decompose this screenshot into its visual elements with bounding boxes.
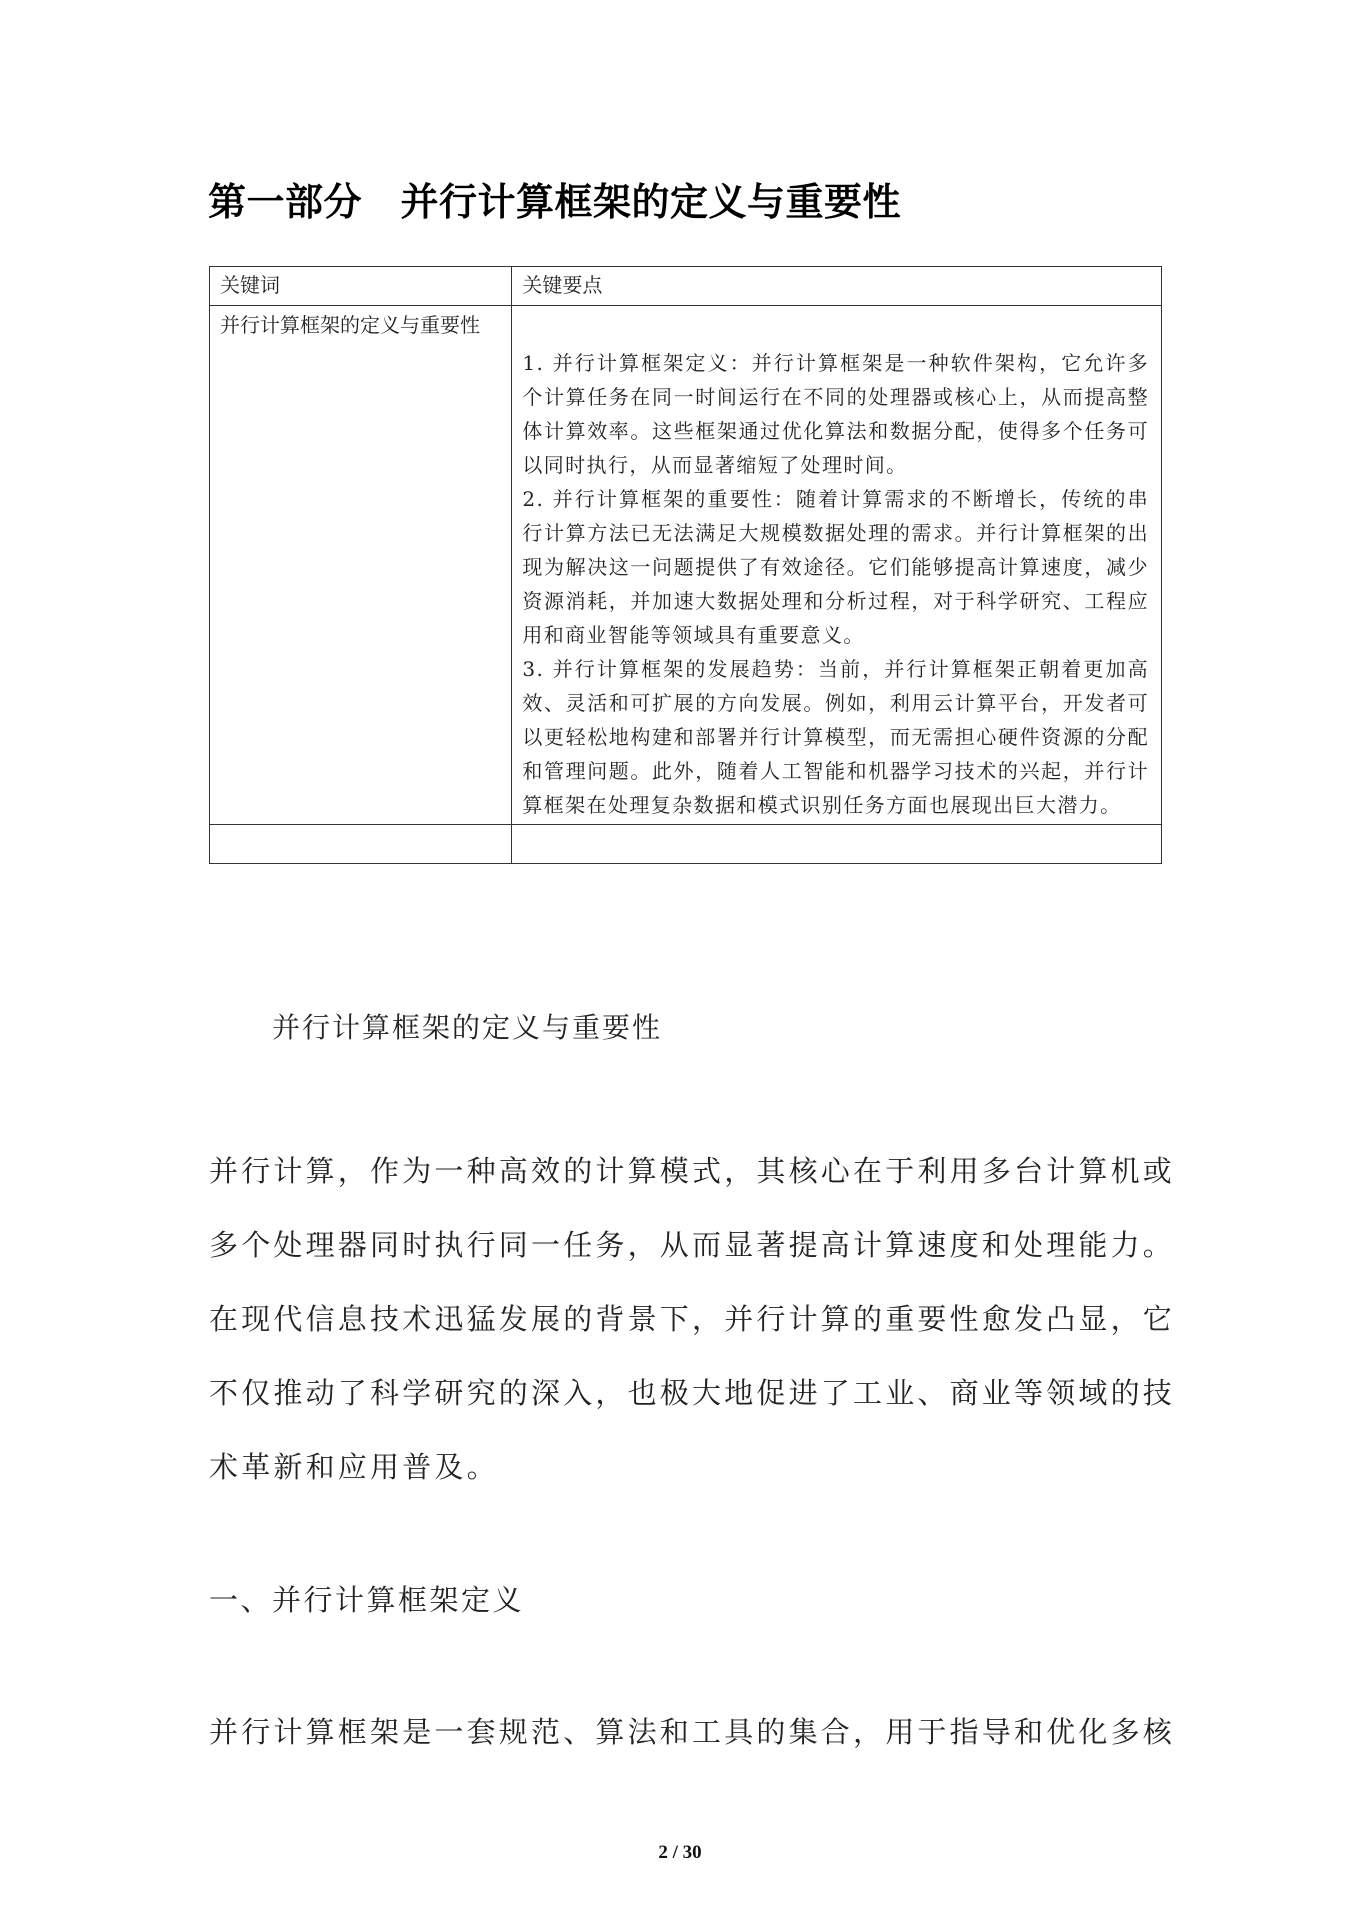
table-row: [210, 306, 1162, 825]
table-header-row: [210, 267, 1162, 306]
empty-cell: [210, 825, 512, 864]
key-points-table: [209, 266, 1162, 864]
page-number: 2 / 30: [658, 1842, 702, 1863]
table-empty-row: [210, 825, 1162, 864]
page-title: 第一部分 并行计算框架的定义与重要性: [208, 180, 902, 224]
header-keyword: 关键词: [210, 267, 512, 306]
point-item: 3. 并行计算框架的发展趋势：当前，并行计算框架正朝着更加高效、灵活和可扩展的方向发展。例如，利用云计算平台，开发者可以更轻松地构建和部署并行计算模型，而无需担心硬件资源的分配和管理问题。此外，随着人工智能和机器学习技术的兴起，并行计算框架在处理复杂数据和模式识别任务方面也展现出巨大潜力。: [522, 657, 1149, 817]
point-item: 1. 并行计算框架定义：并行计算框架是一种软件架构，它允许多个计算任务在同一时间运行在不同的处理器或核心上，从而提高整体计算效率。这些框架通过优化算法和数据分配，使得多个任务可以同时执行，从而显著缩短了处理时间。: [522, 351, 1149, 477]
section-heading: 一、并行计算框架定义: [209, 1583, 525, 1617]
header-points: 关键要点: [512, 267, 1162, 306]
keyword-cell: 并行计算框架的定义与重要性: [210, 306, 512, 825]
body-paragraph: 并行计算，作为一种高效的计算模式，其核心在于利用多台计算机或多个处理器同时执行同一任务，从而显著提高计算速度和处理能力。在现代信息技术迅猛发展的背景下，并行计算的重要性愈发凸显，它不仅推动了科学研究的深入，也极大地促进了工业、商业等领域的技术革新和应用普及。: [209, 1154, 1176, 1484]
section-subtitle: 并行计算框架的定义与重要性: [272, 1011, 663, 1044]
point-item: 2. 并行计算框架的重要性：随着计算需求的不断增长，传统的串行计算方法已无法满足大规模数据处理的需求。并行计算框架的出现为解决这一问题提供了有效途径。它们能够提高计算速度，减少资源消耗，并加速大数据处理和分析过程，对于科学研究、工程应用和商业智能等领域具有重要意义。: [522, 487, 1149, 647]
body-paragraph: 并行计算框架是一套规范、算法和工具的集合，用于指导和优化多核: [209, 1715, 1176, 1749]
empty-cell: [512, 825, 1162, 864]
points-cell: [512, 306, 1162, 825]
